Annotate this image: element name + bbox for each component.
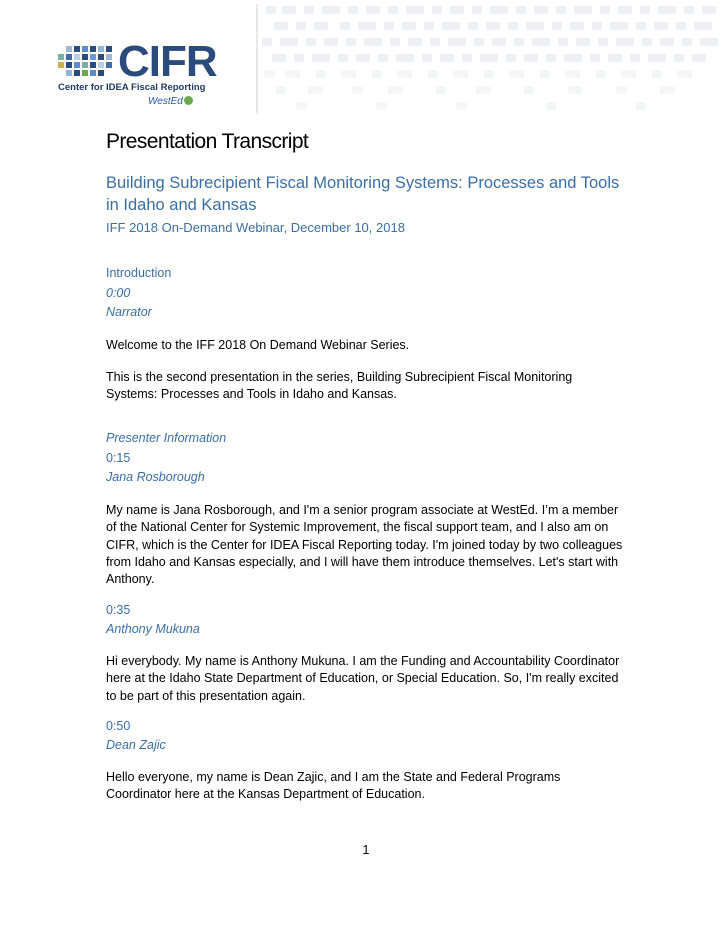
speaker-name: Jana Rosborough <box>106 470 205 484</box>
timestamp: 0:35 <box>106 603 131 617</box>
cifr-logo <box>58 37 218 110</box>
header-pattern-decoration <box>256 0 720 118</box>
paragraph: Hi everybody. My name is Anthony Mukuna. I am the Funding and Accountability Coordinator here at the Idaho State Department of Education, or Special Education. So, I'm really excited to be part of this presentation again. <box>106 654 620 703</box>
logo-wordmark: CIFR <box>118 37 217 86</box>
speaker-name: Narrator <box>106 305 152 319</box>
page-number: 1 <box>362 843 370 857</box>
paragraph: My name is Jana Rosborough, and I'm a senior program associate at WestEd. I’m a member of the National Center for Systemic Improvement, the fiscal support team, and I also am on CIFR, which is the Center for IDEA Fiscal Reporting today. I'm joined today by two colleagues from Idaho and Kansas especially, and I will have them introduce themselves. Let's start with Anthony. <box>106 503 623 587</box>
logo-subtitle: Center for IDEA Fiscal Reporting <box>58 82 206 93</box>
paragraph: Hello everyone, my name is Dean Zajic, and I am the State and Federal Programs Coordinator here at the Kansas Department of Education. <box>106 770 561 802</box>
document-title: Presentation Transcript <box>106 130 309 153</box>
event-line: IFF 2018 On-Demand Webinar, December 10, 2018 <box>106 220 405 235</box>
logo-mosaic-icon <box>58 44 118 80</box>
timestamp: 0:15 <box>106 451 131 465</box>
paragraph: Welcome to the IFF 2018 On Demand Webinar Series. <box>106 338 410 352</box>
timestamp: 0:50 <box>106 719 131 733</box>
speaker-name: Anthony Mukuna <box>106 622 200 636</box>
paragraph: This is the second presentation in the series, Building Subrecipient Fiscal Monitoring Systems: Processes and Tools in Idaho and Kansas. <box>106 370 573 402</box>
logo-partner <box>148 96 193 107</box>
globe-icon <box>184 96 193 105</box>
header-divider <box>256 4 258 114</box>
logo-partner-name: WestEd <box>148 96 183 107</box>
section-heading: Presenter Information <box>106 431 227 445</box>
document-subtitle: Building Subrecipient Fiscal Monitoring Systems: Processes and Tools in Idaho and Kansas <box>106 174 620 214</box>
speaker-name: Dean Zajic <box>106 738 166 752</box>
section-heading: Introduction <box>106 266 172 280</box>
timestamp: 0:00 <box>106 286 131 300</box>
